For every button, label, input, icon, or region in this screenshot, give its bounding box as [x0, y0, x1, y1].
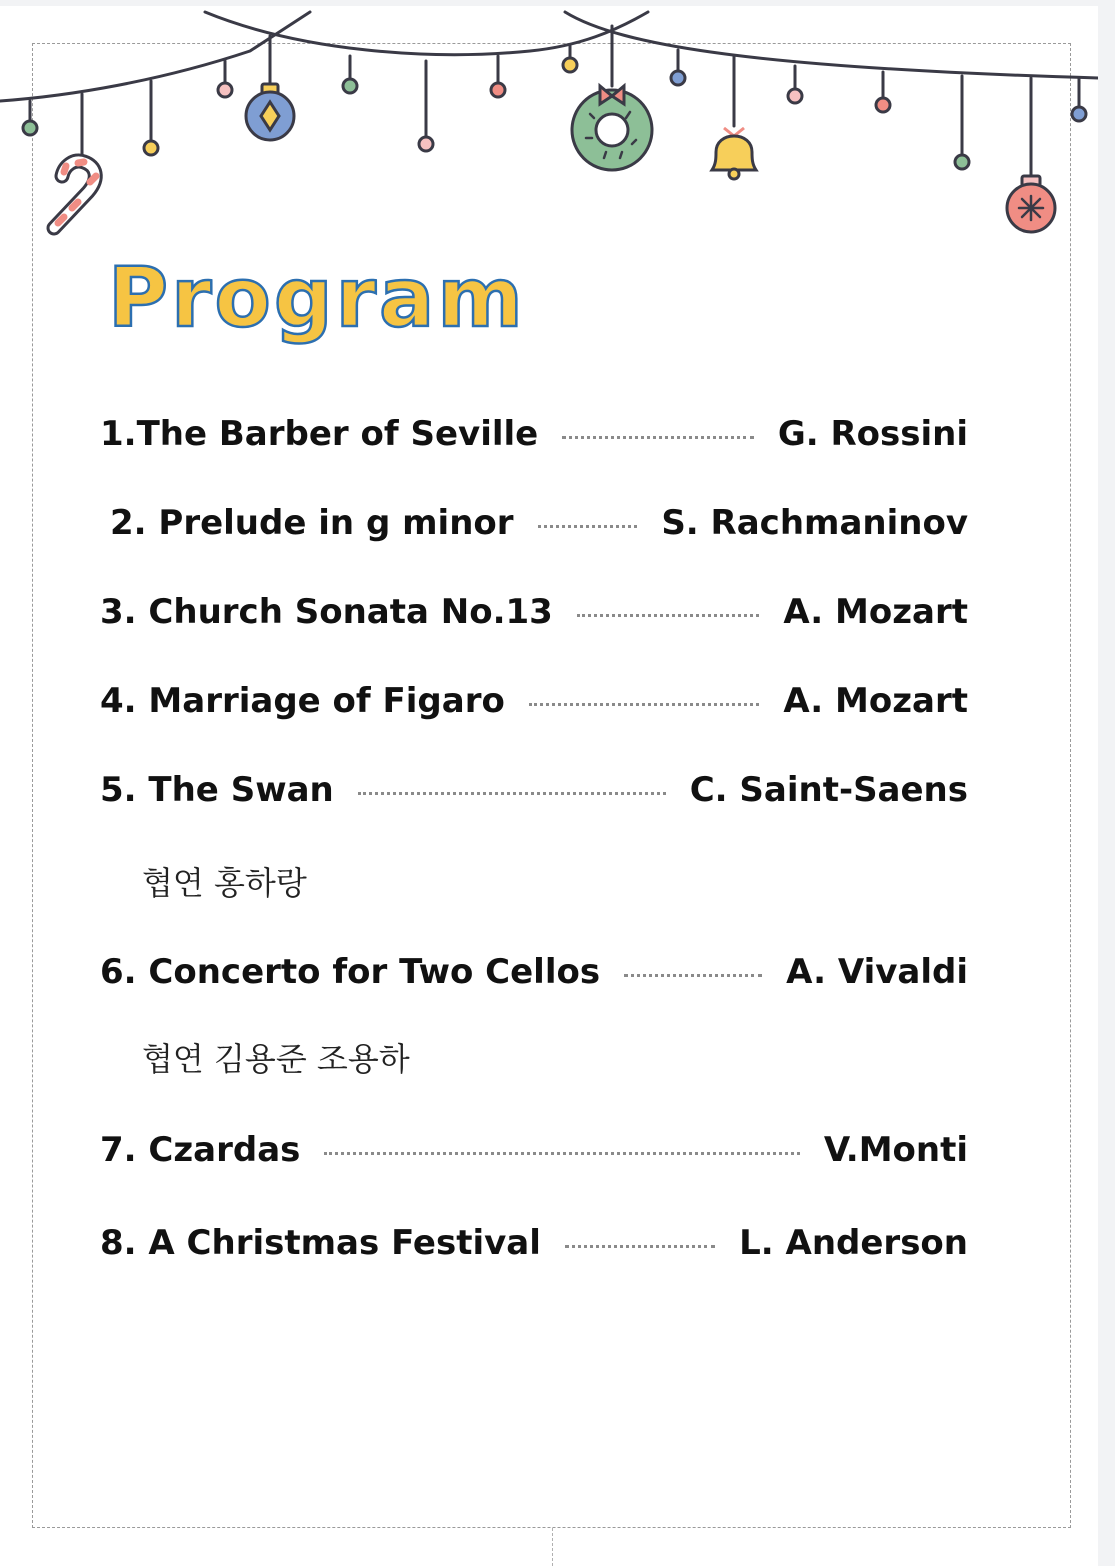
program-item-4 — [100, 678, 968, 724]
dotted-leader — [324, 1152, 799, 1155]
composer-name: A. Vivaldi — [786, 952, 968, 992]
bead-ornament-icon — [788, 89, 802, 103]
bead-ornament-icon — [218, 83, 232, 97]
composer-name: G. Rossini — [777, 414, 968, 454]
program-item-6 — [100, 949, 968, 995]
wreath-icon — [572, 86, 652, 170]
page-title: Program — [108, 251, 526, 346]
program-item-2 — [110, 500, 968, 546]
piece-title: 5. The Swan — [100, 770, 334, 810]
piece-title: 1.The Barber of Seville — [100, 414, 539, 454]
dotted-leader — [577, 614, 760, 617]
program-item-8 — [100, 1220, 968, 1266]
dotted-leader — [538, 525, 638, 528]
page-fold-line — [552, 1528, 553, 1566]
garland-decoration — [0, 6, 1098, 246]
pink-ornament-icon — [1007, 176, 1055, 232]
piece-title: 7. Czardas — [100, 1130, 301, 1170]
program-item-5 — [100, 767, 968, 813]
piece-title: 3. Church Sonata No.13 — [100, 592, 553, 632]
composer-name: V.Monti — [823, 1130, 968, 1170]
composer-name: L. Anderson — [739, 1223, 968, 1263]
candy-cane-icon — [54, 161, 96, 228]
bead-ornament-icon — [23, 121, 37, 135]
piece-title: 4. Marriage of Figaro — [100, 681, 505, 721]
bead-ornament-icon — [563, 58, 577, 72]
piece-title: 2. Prelude in g minor — [110, 503, 514, 543]
composer-name: A. Mozart — [783, 681, 968, 721]
piece-title: 6. Concerto for Two Cellos — [100, 952, 601, 992]
dotted-leader — [562, 436, 754, 439]
bead-ornament-icon — [955, 155, 969, 169]
bead-ornament-icon — [491, 83, 505, 97]
bead-ornament-icon — [1072, 107, 1086, 121]
composer-name: S. Rachmaninov — [661, 503, 968, 543]
dotted-leader — [529, 703, 760, 706]
bead-ornament-icon — [144, 141, 158, 155]
composer-name: A. Mozart — [783, 592, 968, 632]
program-item-1 — [100, 411, 968, 457]
bead-ornament-icon — [671, 71, 685, 85]
garland-string-right — [565, 12, 1098, 78]
program-page — [0, 6, 1098, 1566]
dotted-leader — [358, 792, 666, 795]
performer-note: 협연 홍하랑 — [142, 864, 307, 902]
blue-ornament-icon — [246, 84, 294, 140]
composer-name: C. Saint-Saens — [689, 770, 968, 810]
program-item-3 — [100, 589, 968, 635]
bead-ornament-icon — [419, 137, 433, 151]
performer-note: 협연 김용준 조용하 — [142, 1040, 410, 1078]
piece-title: 8. A Christmas Festival — [100, 1223, 541, 1263]
bead-ornament-icon — [876, 98, 890, 112]
bead-ornament-icon — [343, 79, 357, 93]
bell-icon — [712, 128, 756, 179]
dotted-leader — [624, 974, 762, 977]
dotted-leader — [565, 1245, 715, 1248]
program-item-7 — [100, 1127, 968, 1173]
